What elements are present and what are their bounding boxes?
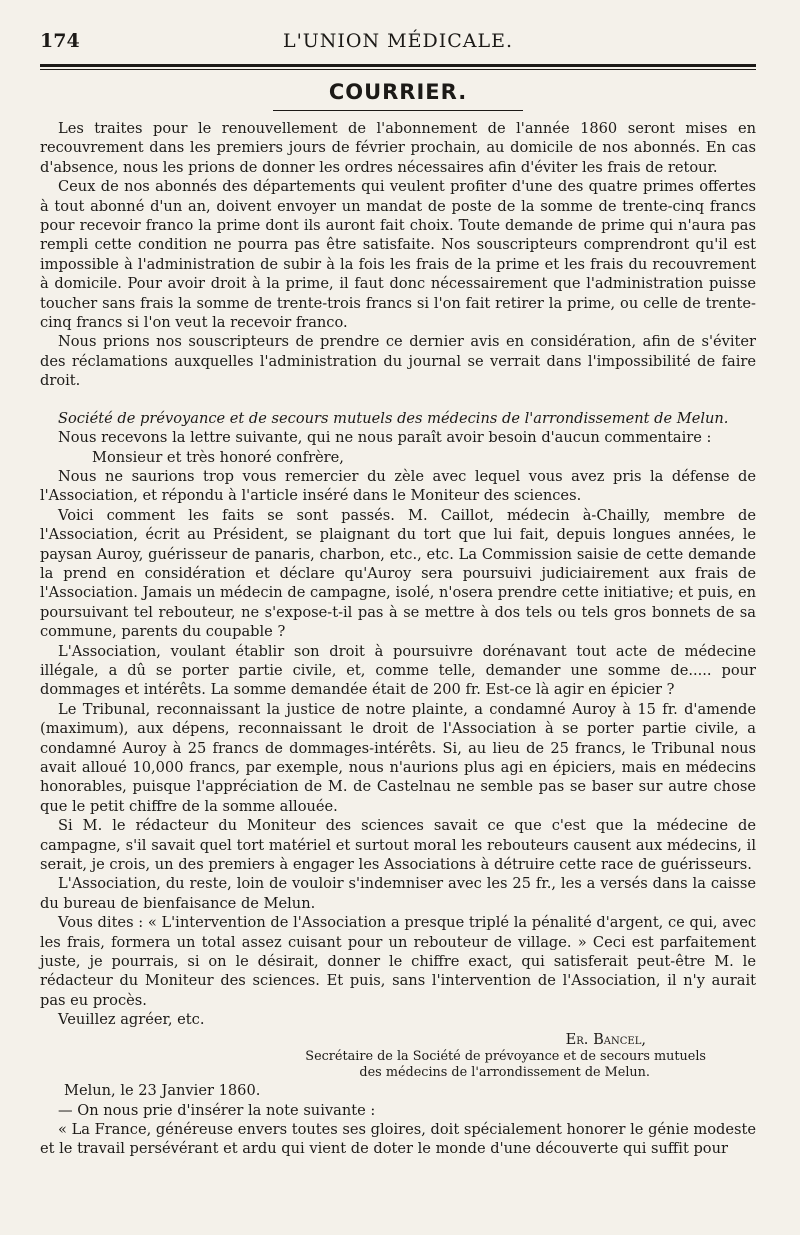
page-number: 174 — [40, 30, 80, 52]
signature-title — [40, 1049, 756, 1081]
letter-paragraph-2: Voici comment les faits se sont passés. M. Caillot, médecin à-Chailly, membre de l'Association, écrit au Président, se plaignant du tort que lui fait, depuis longues années, le paysan Auroy, guérisseur de panaris, charbon, etc., etc. La Commission saisie de cette demande la prend en considération et déclare qu'Auroy sera poursuivi judiciairement aux frais de l'Association. Jamais un médecin de campagne, isolé, n'osera prendre cette initiative; et puis, en poursuivant tel rebouteur, ne s'expose-t-il pas à se mettre à dos tels ou tels gros bonnets de sa commune, parents du coupable ? — [40, 506, 756, 641]
letter-paragraph-4: Le Tribunal, reconnaissant la justice de notre plainte, a condamné Auroy à 15 fr. d'amende (maximum), aux dépens, reconnaissant le droit de l'Association à se porter partie civile, a condamné Auroy à 25 francs de dommages-intérêts. Si, au lieu de 25 francs, le Tribunal nous avait alloué 10,000 francs, par exemple, nous n'aurions plus agi en épiciers, mais en médecins honorables, puisque l'appréciation de M. de Castelnau ne semble pas se baser sur autre chose que le petit chiffre de la somme allouée. — [40, 700, 756, 815]
running-header — [40, 30, 756, 60]
society-title: Société de prévoyance et de secours mutuels des médecins de l'arrondissement de Melun. — [58, 409, 729, 427]
paragraph-premiums: Ceux de nos abonnés des départements qui veulent profiter d'une des quatre primes offertes à tout abonné d'un an, doivent envoyer un mandat de poste de la somme de trente-cinq francs pour recevoir franco la prime dont ils auront fait choix. Toute demande de prime qui n'aura pas rempli cette condition ne pourra pas être satisfaite. Nos souscripteurs comprendront qu'il est impossible à l'administration de subir à la fois les frais de la prime et les frais du recouvrement à domicile. Pour avoir droit à la prime, il faut donc nécessairement que l'administration puisse toucher sans frais la somme de trente-trois francs si l'on fait retirer la prime, ou celle de trente-cinq francs si l'on veut la recevoir franco. — [40, 178, 756, 332]
note-text: « La France, généreuse envers toutes ses gloires, doit spécialement honorer le génie modeste et le travail persévérant et ardu qui vient de doter le monde d'une découverte qui suffit pour — [40, 1120, 756, 1158]
signature-title-line-2: des médecins de l'arrondissement de Melun. — [359, 1065, 650, 1081]
letter-intro: Nous recevons la lettre suivante, qui ne nous paraît avoir besoin d'aucun commentaire : — [58, 429, 712, 447]
paragraph-request: Nous prions nos souscripteurs de prendre ce dernier avis en considération, afin de s'éviter des réclamations auxquelles l'administration du journal se verrait dans l'impossibilité de faire droit. — [40, 333, 756, 390]
letter-date: Melun, le 23 Janvier 1860. — [64, 1082, 261, 1100]
letter-paragraph-6: L'Association, du reste, loin de vouloir s'indemniser avec les 25 fr., les a versés dans la caisse du bureau de bienfaisance de Melun. — [40, 875, 756, 912]
letter-signature: Er. Bancel, — [565, 1030, 646, 1048]
note-intro: — On nous prie d'insérer la note suivante : — [58, 1101, 376, 1119]
letter-paragraph-1: Nous ne saurions trop vous remercier du zèle avec lequel vous avez pris la défense de l'Association, et répondu à l'article inséré dans le Moniteur des sciences. — [40, 467, 756, 505]
letter-paragraph-3: L'Association, voulant établir son droit à poursuivre dorénavant tout acte de médecine illégale, a dû se porter partie civile, et, comme telle, demander une somme de..... pour dommages et intérêts. La somme demandée était de 200 fr. Est-ce là agir en épicier ? — [40, 642, 756, 699]
journal-title: L'UNION MÉDICALE. — [282, 30, 514, 52]
letter-paragraph-7: Vous dites : « L'intervention de l'Association a presque triplé la pénalité d'argent, ce qui, avec les frais, formera un total assez cuisant pour un rebouteur de village. » Ceci est parfaitement juste, je pourrais, si on le désirait, donner le chiffre exact, qui satisferait peut-être M. le rédacteur du Moniteur des sciences. Et puis, sans l'intervention de l'Association, il n'y aurait pas eu procès. — [40, 914, 756, 1009]
header-rule — [40, 64, 756, 70]
section-heading: COURRIER. — [328, 80, 468, 104]
heading-underline — [273, 110, 523, 111]
letter-paragraph-5: Si M. le rédacteur du Moniteur des sciences savait ce que c'est que la médecine de campagne, s'il savait quel tort matériel et surtout moral les rebouteurs causent aux médecins, il serait, je crois, un des premiers à engager les Associations à détruire cette race de guérisseurs. — [40, 817, 756, 874]
letter-closing: Veuillez agréer, etc. — [58, 1011, 205, 1029]
paragraph-renewal: Les traites pour le renouvellement de l'abonnement de l'année 1860 seront mises en recouvrement dans les premiers jours de février prochain, au domicile de nos abonnés. En cas d'absence, nous les prions de donner les ordres nécessaires afin d'éviter les frais de retour. — [40, 120, 756, 176]
letter-salutation: Monsieur et très honoré confrère, — [92, 448, 344, 466]
signature-title-line-1: Secrétaire de la Société de prévoyance et de secours mutuels — [305, 1049, 706, 1065]
